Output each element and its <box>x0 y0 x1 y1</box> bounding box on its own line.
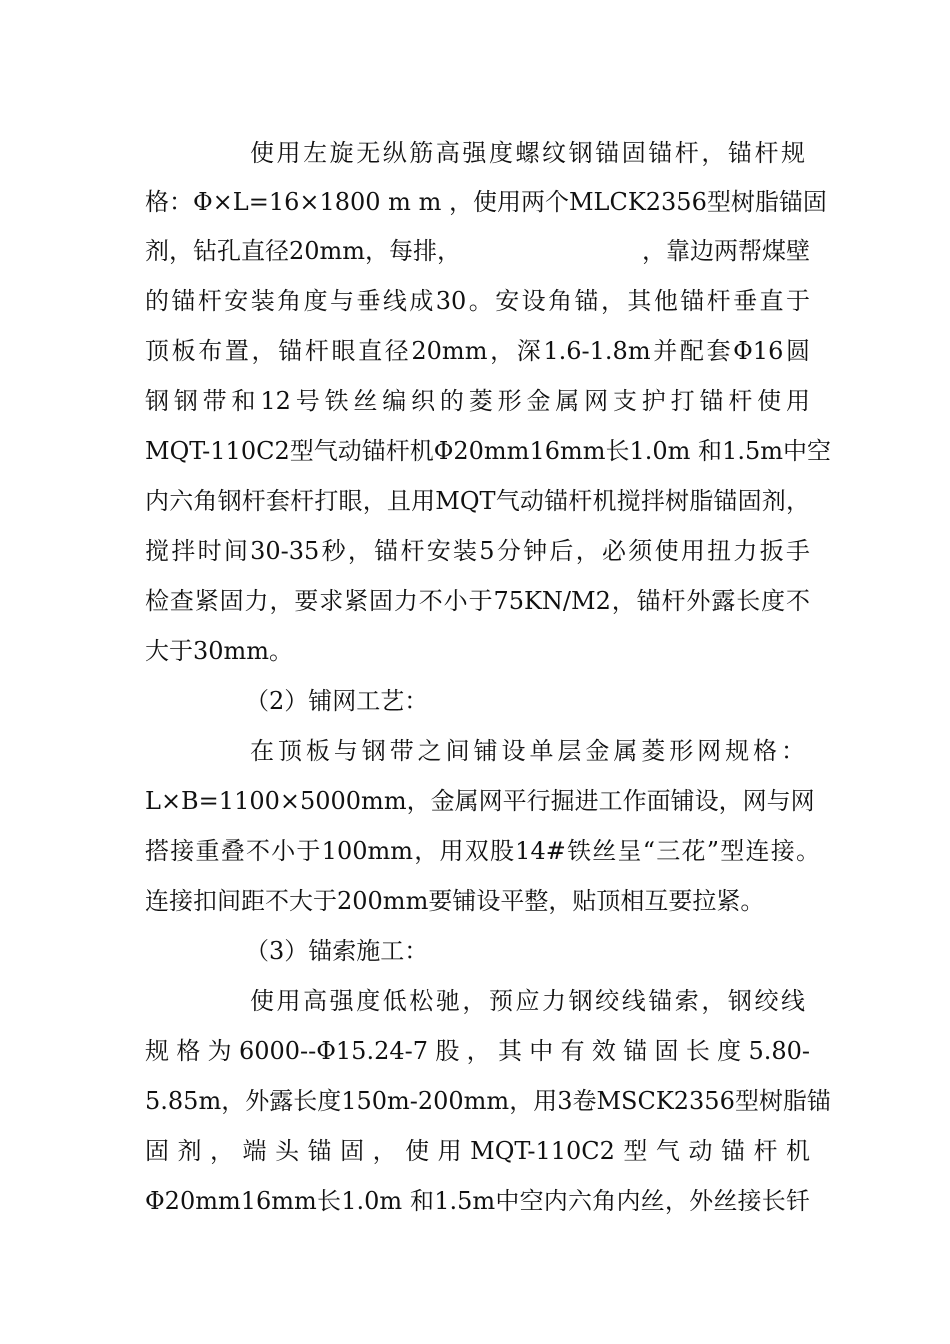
paragraph-2-line-1: 在顶板与钢带之间铺设单层金属菱形网规格： <box>250 737 805 765</box>
paragraph-2-line-3: 搭接重叠不小于100mm，用双股14#铁丝呈“三花”型连接。 <box>145 837 820 865</box>
paragraph-1-line-9: 搅拌时间30-35秒，锚杆安装5分钟后，必须使用扭力扳手 <box>145 537 810 565</box>
paragraph-3-line-3: 5.85m，外露长度150m-200mm，用3卷MSCK2356型树脂锚 <box>145 1087 831 1115</box>
paragraph-1-line-7: MQT-110C2型气动锚杆机Φ20mm16mm长1.0m 和1.5m中空 <box>145 437 831 465</box>
paragraph-1-line-3b: ，靠边两帮煤壁 <box>642 237 810 265</box>
paragraph-1-line-8: 内六角钢杆套杆打眼，且用MQT气动锚杆机搅拌树脂锚固剂， <box>145 487 810 515</box>
section-heading-3: （3）锚索施工： <box>245 937 429 965</box>
paragraph-1-line-2: 格：Φ×L=16×1800 m m ，使用两个MLCK2356型树脂锚固 <box>145 188 827 216</box>
paragraph-1-line-5: 顶板布置，锚杆眼直径20mm，深1.6-1.8m并配套Φ16圆 <box>145 337 810 365</box>
paragraph-3-line-5: Φ20mm16mm长1.0m 和1.5m中空内六角内丝，外丝接长钎 <box>145 1187 810 1215</box>
paragraph-3-line-4: 固剂，端头锚固，使用MQT-110C2型气动锚杆机 <box>145 1137 810 1165</box>
paragraph-2-line-4: 连接扣间距不大于200mm要铺设平整，贴顶相互要拉紧。 <box>145 887 765 915</box>
paragraph-1-line-4: 的锚杆安装角度与垂线成30。安设角锚，其他锚杆垂直于 <box>145 287 810 315</box>
paragraph-3-line-2: 规格为6000--Φ15.24-7股，其中有效锚固长度5.80- <box>145 1037 810 1065</box>
paragraph-2-line-2: L×B=1100×5000mm，金属网平行掘进工作面铺设，网与网 <box>145 787 815 815</box>
paragraph-1-line-11: 大于30mm。 <box>145 637 294 665</box>
paragraph-1-line-3a: 剂，钻孔直径20mm，每排， <box>145 237 462 265</box>
paragraph-1-line-10: 检查紧固力，要求紧固力不小于75KN/M2，锚杆外露长度不 <box>145 587 810 615</box>
paragraph-3-line-1: 使用高强度低松驰，预应力钢绞线锚索，钢绞线 <box>250 987 805 1015</box>
paragraph-1-line-6: 钢钢带和12号铁丝编织的菱形金属网支护打锚杆使用 <box>145 387 810 415</box>
section-heading-2: （2）铺网工艺： <box>245 687 429 715</box>
paragraph-1-line-1: 使用左旋无纵筋高强度螺纹钢锚固锚杆，锚杆规 <box>250 139 805 167</box>
